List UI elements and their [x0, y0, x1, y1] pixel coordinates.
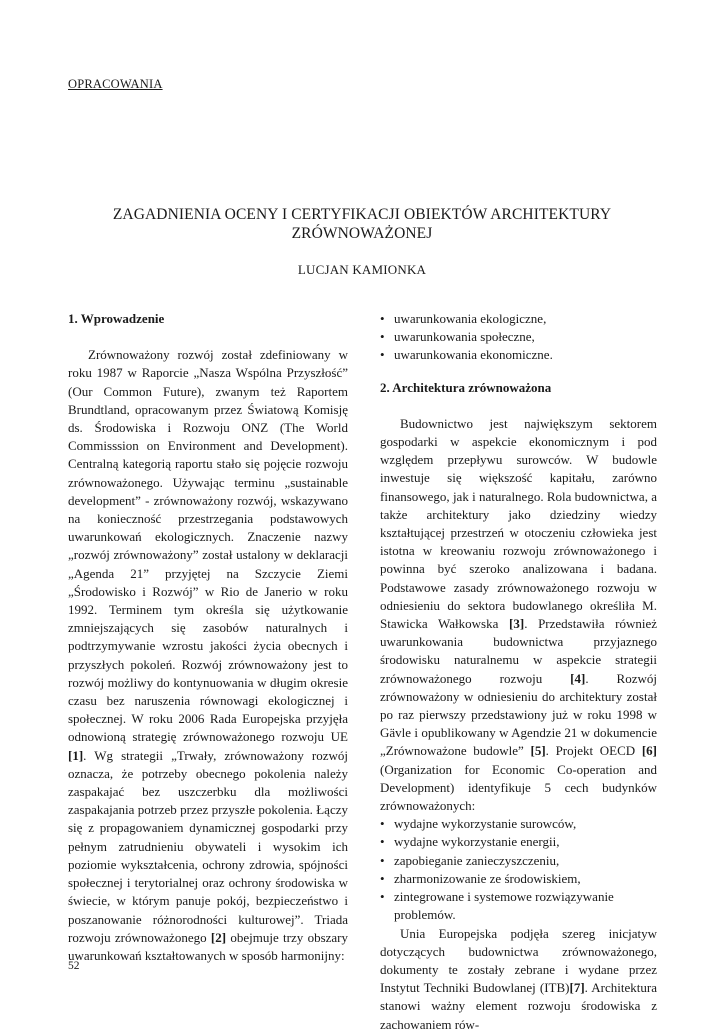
text-run: . Przedstawiła również uwarunkowania budownictwa przyjaznego środowisku naturalnemu w aspekcie strategii zrównoważonego rozwoju	[380, 616, 657, 686]
citation-ref: [4]	[570, 670, 586, 686]
article-title	[60, 205, 664, 243]
text-run: Zrównoważony rozwój został zdefiniowany w roku 1987 w Raporcie „Nasza Wspólna Przyszłość” (Our Common Future), zwanym też Raportem Brundtland, opracowanym przez Światową Komisję ds. Środowiska i Rozwoju ONZ (The World Commisssion on Environment and Development). Centralną kategorią raportu stało się pojęcie rozwoju zrównoważonego. Używając terminu „sustainable development” - zrównoważony rozwój, wskazywano na konieczność przestrzegania podstawowych uwarunkowań ekologicznych. Znaczenie nazwy „rozwój zrównoważony” został ustalony w deklaracji „Agenda 21” przyjętej na Szczycie Ziemi „Środowisko i Rozwój” w Rio de Janerio w roku 1992. Terminem tym określa się użytkowanie zmniejszających się zasobów naturalnych i podtrzymywanie wzrostu jakości życia obecnych i przyszłych pokoleń. Rozwój zrównoważony jest to rozwój możliwy do kontynuowania w długim okresie czasu bez naruszenia równowagi ekologicznej i społecznej. W roku 2006 Rada Europejska przyjęła odnowioną strategię zrównoważonego rozwoju UE	[68, 347, 348, 745]
list-item: • zintegrowane i systemowe rozwiązywanie problemów.	[380, 888, 657, 924]
article-author: LUCJAN KAMIONKA	[297, 262, 427, 277]
list-item: • uwarunkowania ekologiczne,	[380, 310, 657, 328]
eu-paragraph	[380, 925, 657, 1034]
section-label: OPRACOWANIA	[68, 77, 163, 91]
section-heading-sustainable-architecture: 2. Architektura zrównoważona	[380, 379, 552, 395]
article-title-line-2: ZRÓWNOWAŻONEJ	[291, 225, 433, 242]
introduction-paragraph	[68, 346, 348, 965]
page-number: 52	[68, 960, 80, 972]
right-column	[380, 310, 657, 1034]
list-item: • uwarunkowania społeczne,	[380, 328, 657, 346]
citation-ref: [2]	[210, 929, 227, 945]
text-run: (Organization for Economic Co-operation and Development) identyfikuje 5 cech budynków zrównoważonych:	[380, 761, 657, 814]
citation-ref: [1]	[68, 747, 84, 763]
list-item: • wydajne wykorzystanie energii,	[380, 833, 657, 851]
list-item: • zapobieganie zanieczyszczeniu,	[380, 852, 657, 870]
citation-ref: [3]	[509, 616, 525, 632]
text-run: . Architektura stanowi ważny element rozwoju środowiska z zachowaniem rów-	[380, 980, 657, 1032]
conditions-list	[380, 310, 657, 365]
list-item: • wydajne wykorzystanie surowców,	[380, 815, 657, 833]
list-item: • uwarunkowania ekonomiczne.	[380, 346, 657, 364]
text-run: . Projekt OECD	[545, 743, 642, 759]
citation-ref: [5]	[530, 743, 546, 759]
text-run: Budownictwo jest największym sektorem gospodarki w aspekcie ekonomicznym i pod względem przepływu surowców. W budowle inwestuje się większość kapitału, zarówno finansowego, jak i naturalnego. Rola budownictwa, a także architektury jako dziedziny wiedzy kształtującej przestrzeń w otoczeniu człowieka jest istotna w kreowaniu rozwoju zrównoważonego i powinna być szeroko analizowana i badana. Podstawowe zasady zrównoważonego rozwoju w odniesieniu do sektora budowlanego określiła M. Stawicka Wałkowska	[380, 415, 657, 632]
text-run: . Wg strategii „Trwały, zrównoważony rozwój oznacza, że potrzeby obecnego pokolenia należy zaspakajać bez uszczerbku dla możliwości zaspakajania potrzeb przez przyszłe pokolenia. Łączy się z propagowaniem dynamicznej gospodarki przy pełnym zatrudnieniu obywateli i wysokim ich poziomie wykształcenia, ochrony zdrowia, spójności społecznej i terytorialnej oraz ochrony środowiska w świecie, w którym panuje pokój, bezpieczeństwo i poszanowanie różnorodności kulturowej”. Triada rozwoju zrównoważonego	[68, 747, 348, 945]
citation-ref: [6]	[641, 743, 657, 759]
article-title-line-1: ZAGADNIENIA OCENY I CERTYFIKACJI OBIEKTÓW ARCHITEKTURY	[112, 206, 612, 223]
text-run: Unia Europejska podjęła szereg inicjatyw dotyczących budownictwa zrównoważonego, dokumenty te zostały zebrane i wydane przez Instytut Techniki Budowlanej (ITB)	[380, 925, 657, 996]
citation-ref: [7]	[569, 980, 585, 996]
architecture-paragraph	[380, 415, 657, 815]
list-item: • zharmonizowanie ze środowiskiem,	[380, 870, 657, 888]
text-run: . Rozwój zrównoważony w odniesieniu do architektury został po raz pierwszy przedstawiony już w roku 1998 w Gävle i opublikowany w Agendzie 21 w dokumencie „Zrównoważone budowle”	[380, 670, 657, 759]
section-heading-introduction: 1. Wprowadzenie	[68, 311, 165, 326]
text-run: obejmuje trzy obszary uwarunkowań kształtowanych w sposób harmonijny:	[68, 929, 349, 963]
oecd-features-list	[380, 815, 657, 924]
left-column	[68, 310, 348, 965]
